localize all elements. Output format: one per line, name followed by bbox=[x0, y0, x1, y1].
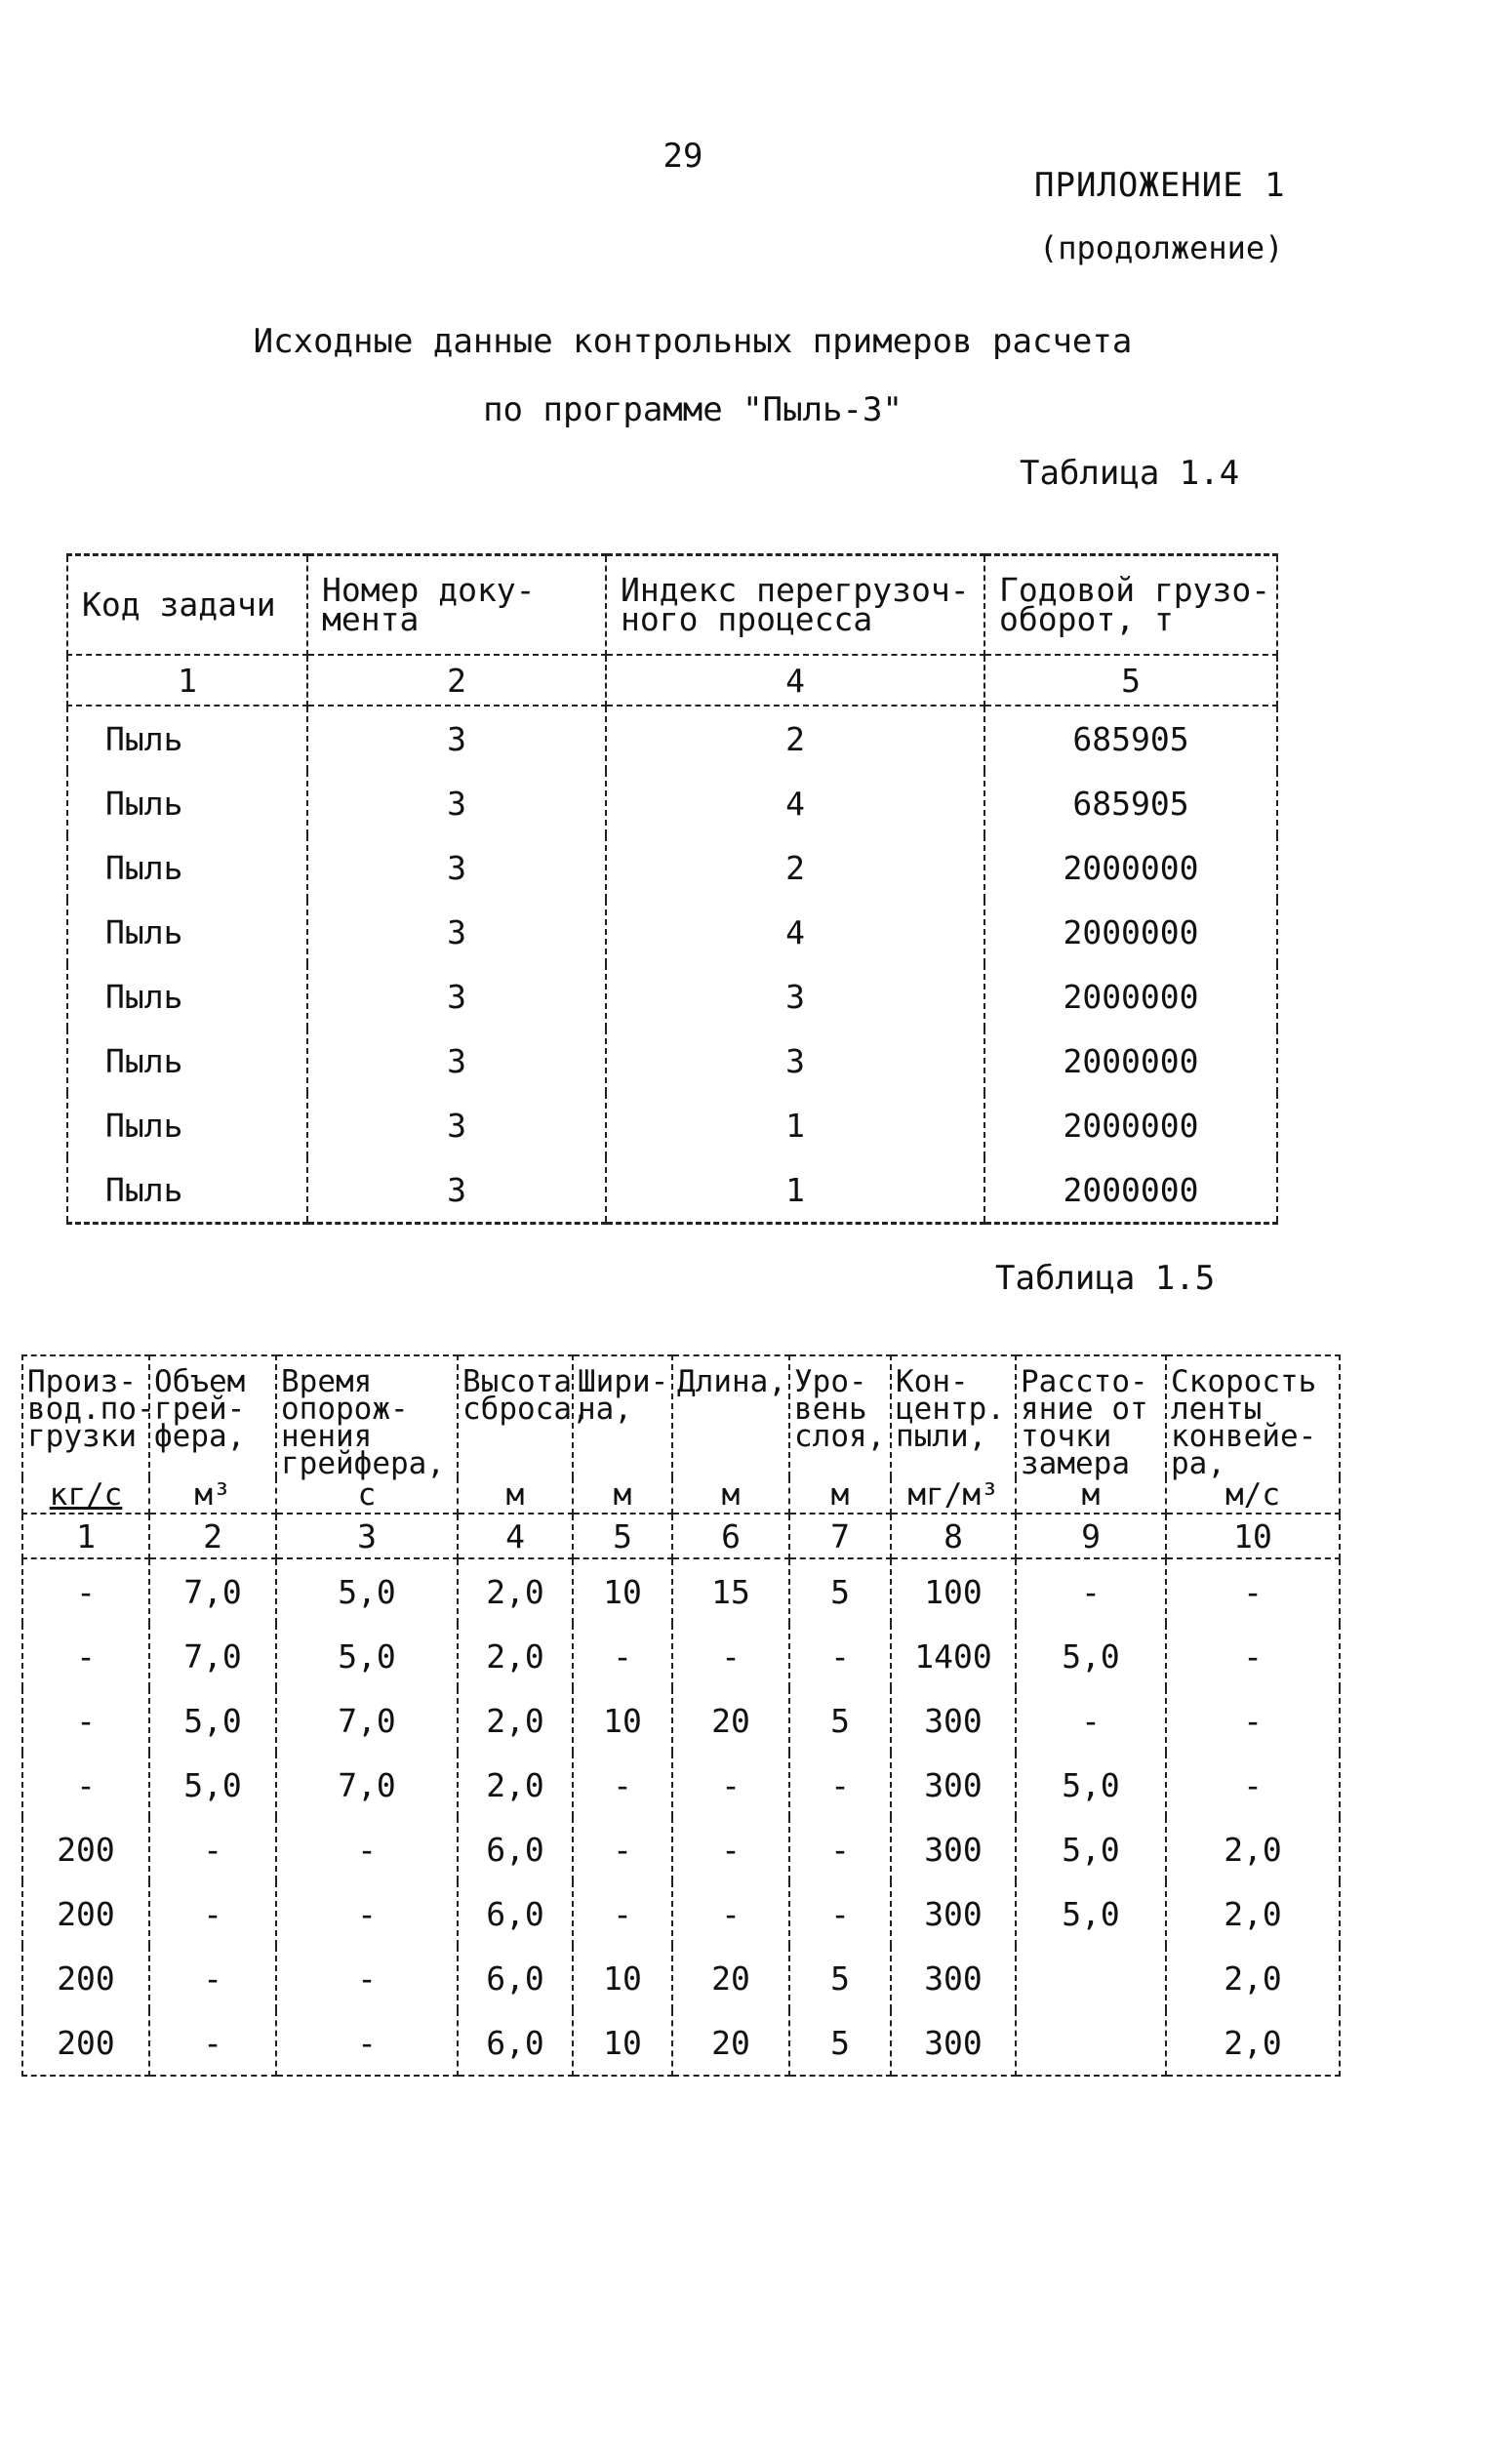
table-cell: 300 bbox=[891, 1881, 1016, 1946]
table-cell: 6,0 bbox=[458, 1817, 573, 1881]
table-cell: - bbox=[573, 1753, 672, 1817]
header-line: Объем bbox=[154, 1364, 246, 1399]
unit-cell: кг/с bbox=[22, 1477, 149, 1514]
header-line: Скорость bbox=[1171, 1364, 1317, 1399]
table-cell: 2,0 bbox=[458, 1624, 573, 1688]
table-cell: 200 bbox=[22, 1881, 149, 1946]
table-row bbox=[22, 1753, 1340, 1817]
column-number: 1 bbox=[67, 655, 307, 706]
table-cell: 20 bbox=[672, 1946, 789, 2010]
table-cell: 685905 bbox=[984, 771, 1277, 835]
table-1-5-header-cell bbox=[276, 1355, 458, 1481]
table-1-5-header-cell bbox=[1016, 1355, 1166, 1481]
table-cell: - bbox=[22, 1558, 149, 1624]
column-number: 2 bbox=[307, 655, 606, 706]
header-line: вень bbox=[794, 1392, 867, 1427]
table-cell: 6,0 bbox=[458, 1946, 573, 2010]
table-row bbox=[67, 900, 1277, 964]
table-row bbox=[67, 964, 1277, 1029]
unit-cell: м bbox=[458, 1477, 573, 1514]
table-cell: Пыль bbox=[67, 1157, 307, 1224]
document-heading-line-2: по программе "Пыль-3" bbox=[483, 390, 903, 429]
table-cell: - bbox=[789, 1881, 891, 1946]
table-1-5-header-cell bbox=[22, 1355, 155, 1477]
column-number: 1 bbox=[22, 1514, 149, 1558]
header-line: Рассто- bbox=[1021, 1364, 1148, 1399]
header-line: Кон- bbox=[896, 1364, 969, 1399]
column-number: 7 bbox=[789, 1514, 891, 1558]
table-cell: 5 bbox=[789, 1946, 891, 2010]
header-document-number: Номер доку- мента bbox=[307, 555, 606, 656]
table-cell: - bbox=[22, 1624, 149, 1688]
table-cell: Пыль bbox=[67, 1093, 307, 1157]
table-cell: 2 bbox=[606, 835, 984, 900]
header-line: грей- bbox=[154, 1392, 246, 1427]
table-row bbox=[67, 1157, 1277, 1224]
table-cell: 3 bbox=[606, 964, 984, 1029]
table-cell: - bbox=[1166, 1688, 1340, 1753]
table-cell: Пыль bbox=[67, 1029, 307, 1093]
table-1-5-number-row bbox=[22, 1514, 1340, 1558]
table-cell: Пыль bbox=[67, 771, 307, 835]
table-1-5-units-row bbox=[22, 1477, 1340, 1514]
table-cell: - bbox=[789, 1624, 891, 1688]
column-number: 4 bbox=[458, 1514, 573, 1558]
table-row bbox=[67, 1093, 1277, 1157]
table-row bbox=[22, 1688, 1340, 1753]
table-cell: 100 bbox=[891, 1558, 1016, 1624]
table-row bbox=[22, 1558, 1340, 1624]
header-line: слоя, bbox=[794, 1419, 886, 1454]
table-cell: 2,0 bbox=[458, 1558, 573, 1624]
table-cell: 7,0 bbox=[149, 1624, 276, 1688]
table-cell: 5 bbox=[789, 1558, 891, 1624]
table-cell: 3 bbox=[606, 1029, 984, 1093]
table-cell: 10 bbox=[573, 2010, 672, 2076]
table-cell: 10 bbox=[573, 1946, 672, 2010]
table-cell: Пыль bbox=[67, 900, 307, 964]
table-cell: 2,0 bbox=[1166, 1881, 1340, 1946]
table-cell: - bbox=[573, 1881, 672, 1946]
table-row bbox=[22, 2010, 1340, 2076]
column-number: 4 bbox=[606, 655, 984, 706]
unit-cell: м bbox=[672, 1477, 789, 1514]
table-row bbox=[22, 1881, 1340, 1946]
table-cell: 2000000 bbox=[984, 1157, 1277, 1224]
table-cell: - bbox=[22, 1753, 149, 1817]
table-cell: 15 bbox=[672, 1558, 789, 1624]
table-cell: - bbox=[149, 1881, 276, 1946]
table-cell: 3 bbox=[307, 1029, 606, 1093]
table-1-5-header-row bbox=[22, 1355, 1340, 1477]
table-cell: 7,0 bbox=[276, 1753, 458, 1817]
unit-cell: мг/м³ bbox=[891, 1477, 1016, 1514]
table-cell: 2 bbox=[606, 706, 984, 771]
table-cell: - bbox=[672, 1624, 789, 1688]
table-cell: - bbox=[276, 2010, 458, 2076]
table-cell: 4 bbox=[606, 900, 984, 964]
unit-cell: м bbox=[573, 1477, 672, 1514]
table-cell: 6,0 bbox=[458, 2010, 573, 2076]
table-cell: 7,0 bbox=[276, 1688, 458, 1753]
table-cell: 3 bbox=[307, 1157, 606, 1224]
table-1-4-caption: Таблица 1.4 bbox=[1020, 454, 1240, 493]
header-line: центр. bbox=[896, 1392, 1005, 1427]
table-cell: 3 bbox=[307, 771, 606, 835]
table-cell: 5,0 bbox=[1016, 1753, 1166, 1817]
table-cell: 5,0 bbox=[276, 1624, 458, 1688]
table-cell: 300 bbox=[891, 1688, 1016, 1753]
table-cell: - bbox=[1166, 1624, 1340, 1688]
column-number: 2 bbox=[149, 1514, 276, 1558]
table-cell: - bbox=[1016, 1688, 1166, 1753]
table-cell: 7,0 bbox=[149, 1558, 276, 1624]
table-row bbox=[22, 1946, 1340, 2010]
table-1-4-header-row bbox=[67, 555, 1277, 656]
table-cell: - bbox=[276, 1817, 458, 1881]
table-row bbox=[67, 706, 1277, 771]
column-number: 9 bbox=[1016, 1514, 1166, 1558]
table-cell: - bbox=[672, 1881, 789, 1946]
column-number: 8 bbox=[891, 1514, 1016, 1558]
table-cell: - bbox=[149, 2010, 276, 2076]
table-cell: - bbox=[149, 1817, 276, 1881]
table-cell: - bbox=[1166, 1558, 1340, 1624]
table-cell: 2000000 bbox=[984, 1029, 1277, 1093]
table-1-5-caption: Таблица 1.5 bbox=[995, 1259, 1216, 1298]
header-line: ленты bbox=[1171, 1392, 1263, 1427]
page-number: 29 bbox=[662, 137, 703, 176]
table-cell: 2000000 bbox=[984, 964, 1277, 1029]
header-line: грузки bbox=[27, 1419, 137, 1454]
header-line: вод.по- bbox=[27, 1392, 155, 1427]
table-cell: 200 bbox=[22, 1946, 149, 2010]
table-1-5-header-cell bbox=[891, 1355, 1016, 1477]
table-cell: Пыль bbox=[67, 706, 307, 771]
table-cell: 5 bbox=[789, 2010, 891, 2076]
table-cell: 2,0 bbox=[1166, 1946, 1340, 2010]
header-line: конвейе- bbox=[1171, 1419, 1317, 1454]
table-cell: - bbox=[276, 1946, 458, 2010]
table-cell: 3 bbox=[307, 835, 606, 900]
table-cell: 5,0 bbox=[1016, 1881, 1166, 1946]
unit-cell: м bbox=[1016, 1477, 1166, 1514]
header-line: точки bbox=[1021, 1419, 1112, 1454]
table-cell: 300 bbox=[891, 1753, 1016, 1817]
table-cell: - bbox=[276, 1881, 458, 1946]
table-cell: 4 bbox=[606, 771, 984, 835]
header-line: Уро- bbox=[794, 1364, 867, 1399]
table-cell: - bbox=[1166, 1753, 1340, 1817]
table-1-5-header-cell bbox=[1166, 1355, 1340, 1481]
header-line: Время bbox=[281, 1364, 373, 1399]
header-task-code: Код задачи bbox=[67, 555, 307, 656]
table-cell: 2,0 bbox=[1166, 1817, 1340, 1881]
header-line: опорож- bbox=[281, 1392, 409, 1427]
table-cell: 10 bbox=[573, 1558, 672, 1624]
appendix-title: ПРИЛОЖЕНИЕ 1 bbox=[1034, 166, 1286, 205]
table-1-5-header-cell bbox=[789, 1355, 891, 1477]
table-cell: Пыль bbox=[67, 964, 307, 1029]
table-cell: - bbox=[149, 1946, 276, 2010]
table-cell: 2000000 bbox=[984, 835, 1277, 900]
header-line: замера bbox=[1021, 1446, 1130, 1481]
table-cell: 1 bbox=[606, 1157, 984, 1224]
table-cell: 300 bbox=[891, 2010, 1016, 2076]
header-line: яние от bbox=[1021, 1392, 1148, 1427]
table-1-4-number-row bbox=[67, 655, 1277, 706]
table-cell: 2000000 bbox=[984, 900, 1277, 964]
table-cell: - bbox=[22, 1688, 149, 1753]
table-cell: - bbox=[1016, 1558, 1166, 1624]
header-line: Высота bbox=[462, 1364, 572, 1399]
unit-cell: м bbox=[789, 1477, 891, 1514]
table-cell: 20 bbox=[672, 1688, 789, 1753]
table-cell: - bbox=[672, 1817, 789, 1881]
table-cell: Пыль bbox=[67, 835, 307, 900]
table-cell: - bbox=[789, 1817, 891, 1881]
table-row bbox=[22, 1624, 1340, 1688]
table-cell: 3 bbox=[307, 706, 606, 771]
header-line: ра, bbox=[1171, 1446, 1225, 1481]
table-1-5-header-cell bbox=[149, 1355, 276, 1477]
table-cell: 5,0 bbox=[1016, 1624, 1166, 1688]
table-1-4 bbox=[66, 553, 1278, 1225]
table-1-5 bbox=[21, 1354, 1341, 2077]
header-line: грейфера, bbox=[281, 1446, 445, 1481]
table-cell: 5,0 bbox=[149, 1753, 276, 1817]
header-line: Длина, bbox=[677, 1364, 786, 1399]
table-cell: 2000000 bbox=[984, 1093, 1277, 1157]
header-line: сброса, bbox=[462, 1392, 590, 1427]
table-cell: 5,0 bbox=[276, 1558, 458, 1624]
header-process-index: Индекс перегрузоч- ного процесса bbox=[606, 555, 984, 656]
header-line: фера, bbox=[154, 1419, 246, 1454]
header-line: нения bbox=[281, 1419, 373, 1454]
header-annual-turnover: Годовой грузо- оборот, т bbox=[984, 555, 1277, 656]
table-cell: 300 bbox=[891, 1946, 1016, 2010]
header-line: пыли, bbox=[896, 1419, 987, 1454]
column-number: 6 bbox=[672, 1514, 789, 1558]
appendix-subtitle: (продолжение) bbox=[1039, 229, 1284, 266]
column-number: 5 bbox=[573, 1514, 672, 1558]
table-cell: 1400 bbox=[891, 1624, 1016, 1688]
header-line: Шири- bbox=[578, 1364, 669, 1399]
table-cell bbox=[1016, 2010, 1166, 2076]
table-cell: 20 bbox=[672, 2010, 789, 2076]
table-cell: 5,0 bbox=[1016, 1817, 1166, 1881]
column-number: 3 bbox=[276, 1514, 458, 1558]
table-cell: 200 bbox=[22, 1817, 149, 1881]
table-1-5-header-cell bbox=[458, 1355, 590, 1477]
unit-cell: с bbox=[276, 1477, 458, 1514]
table-row bbox=[22, 1817, 1340, 1881]
header-line: на, bbox=[578, 1392, 632, 1427]
document-heading-line-1: Исходные данные контрольных примеров расчета bbox=[253, 322, 1133, 361]
unit-cell: м/с bbox=[1166, 1477, 1340, 1514]
table-cell: 10 bbox=[573, 1688, 672, 1753]
table-cell: 3 bbox=[307, 964, 606, 1029]
table-row bbox=[67, 835, 1277, 900]
table-cell: - bbox=[672, 1753, 789, 1817]
header-line: Произ- bbox=[27, 1364, 137, 1399]
table-1-5-header-cell bbox=[573, 1355, 672, 1477]
table-cell: 3 bbox=[307, 1093, 606, 1157]
table-cell: 5 bbox=[789, 1688, 891, 1753]
unit-cell: м³ bbox=[149, 1477, 276, 1514]
table-cell: 685905 bbox=[984, 706, 1277, 771]
column-number: 5 bbox=[984, 655, 1277, 706]
table-cell: - bbox=[573, 1624, 672, 1688]
table-cell: 300 bbox=[891, 1817, 1016, 1881]
table-row bbox=[67, 771, 1277, 835]
table-cell: 5,0 bbox=[149, 1688, 276, 1753]
table-cell: 6,0 bbox=[458, 1881, 573, 1946]
table-cell: - bbox=[789, 1753, 891, 1817]
table-cell bbox=[1016, 1946, 1166, 2010]
table-cell: 200 bbox=[22, 2010, 149, 2076]
table-cell: 1 bbox=[606, 1093, 984, 1157]
column-number: 10 bbox=[1166, 1514, 1340, 1558]
table-cell: 3 bbox=[307, 900, 606, 964]
table-cell: - bbox=[573, 1817, 672, 1881]
table-cell: 2,0 bbox=[1166, 2010, 1340, 2076]
table-cell: 2,0 bbox=[458, 1753, 573, 1817]
table-1-5-header-cell bbox=[672, 1355, 789, 1477]
table-cell: 2,0 bbox=[458, 1688, 573, 1753]
table-row bbox=[67, 1029, 1277, 1093]
